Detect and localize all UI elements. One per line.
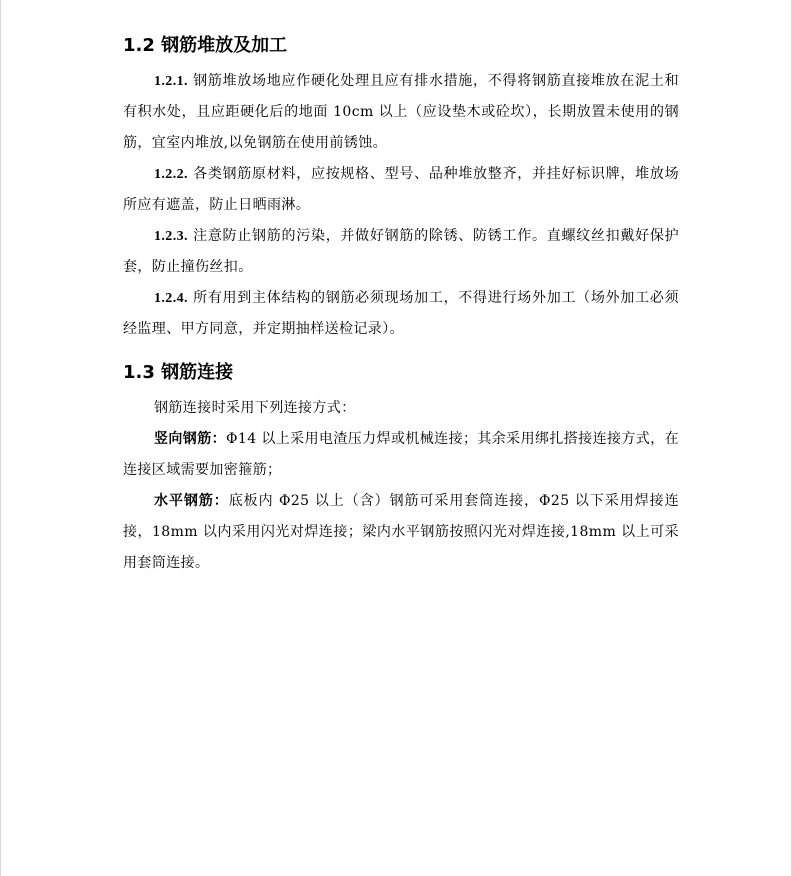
horizontal-rebar-text: 底板内 Φ25 以上（含）钢筋可采用套筒连接，Φ25 以下采用焊接连接，18mm 以内采用闪光对焊连接；梁内水平钢筋按照闪光对焊连接,18mm 以上可采用套筒连接。 — [123, 493, 679, 571]
paragraph-horizontal-rebar — [123, 486, 679, 579]
item-text: 各类钢筋原材料，应按规格、型号、品种堆放整齐，并挂好标识牌，堆放场所应有遮盖，防止日晒雨淋。 — [123, 166, 679, 213]
item-number: 1.2.1. — [154, 74, 188, 89]
section-heading-1-3: 1.3 钢筋连接 — [123, 362, 234, 383]
section-1-3-body — [123, 393, 679, 579]
item-number: 1.2.4. — [154, 291, 188, 306]
section-1-2-body — [123, 66, 679, 345]
paragraph-1-2-3 — [123, 221, 679, 283]
paragraph-1-2-4 — [123, 283, 679, 345]
paragraph-1-2-2 — [123, 159, 679, 221]
item-number: 1.2.2. — [154, 167, 188, 182]
document-body — [123, 30, 679, 579]
horizontal-rebar-label: 水平钢筋： — [154, 493, 229, 509]
item-text: 所有用到主体结构的钢筋必须现场加工，不得进行场外加工（场外加工必须经监理、甲方同意，并定期抽样送检记录）。 — [123, 290, 679, 337]
section-heading-1-2: 1.2 钢筋堆放及加工 — [123, 35, 288, 56]
paragraph-vertical-rebar — [123, 424, 679, 486]
vertical-rebar-text: Φ14 以上采用电渣压力焊或机械连接；其余采用绑扎搭接连接方式，在连接区域需要加密箍筋； — [123, 431, 679, 478]
item-text: 注意防止钢筋的污染，并做好钢筋的除锈、防锈工作。直螺纹丝扣戴好保护套，防止撞伤丝扣。 — [123, 228, 679, 275]
paragraph-connection-intro: 钢筋连接时采用下列连接方式： — [154, 400, 356, 416]
item-number: 1.2.3. — [154, 229, 188, 244]
item-text: 钢筋堆放场地应作硬化处理且应有排水措施，不得将钢筋直接堆放在泥土和有积水处，且应距硬化后的地面 10cm 以上（应设垫木或砼坎），长期放置未使用的钢筋，宜室内堆放,以免钢筋在使用前锈蚀。 — [123, 73, 679, 151]
paragraph-1-2-1 — [123, 66, 679, 159]
vertical-rebar-label: 竖向钢筋： — [154, 431, 227, 447]
